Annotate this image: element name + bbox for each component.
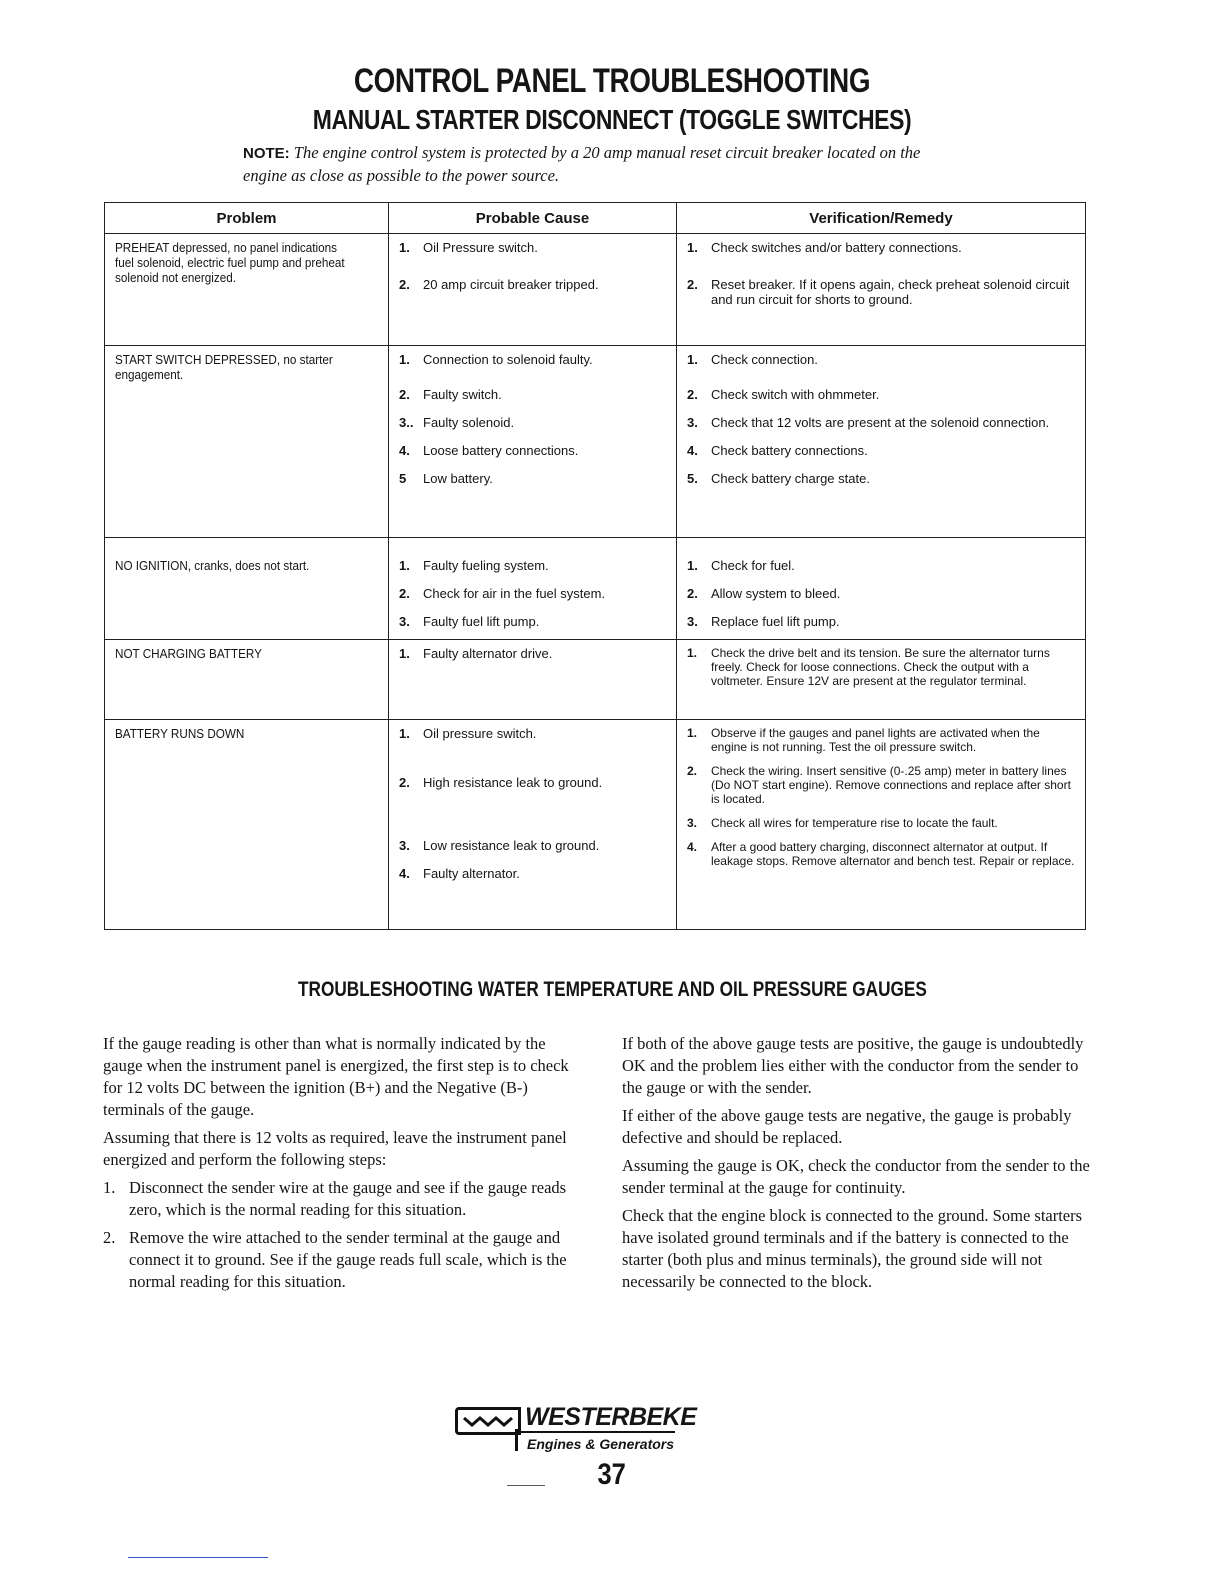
list-item: 1. Disconnect the sender wire at the gauge and see if the gauge reads zero, which is the normal reading for this situation. xyxy=(103,1178,567,1219)
gauges-ground-paragraph: Check that the engine block is connected to the ground. Some starters have isolated ground terminals and if the battery is connected to the starter (both plus and minus terminals), the ground side will not necessarily be connected to the block. xyxy=(622,1206,1083,1291)
remedy-cell: 1. Check for fuel. 2. Allow system to bleed. 3. Replace fuel lift pump. xyxy=(676,538,1085,640)
note xyxy=(243,142,933,187)
table-header-row xyxy=(105,203,1086,234)
gauges-positive-paragraph: If both of the above gauge tests are positive, the gauge is undoubtedly OK and the problem lies either with the conductor from the sender to the gauge or with the sender. xyxy=(622,1034,1084,1097)
note-text: The engine control system is protected by a 20 amp manual reset circuit breaker located on the engine as close as possible to the power source. xyxy=(243,143,921,185)
footer-rule xyxy=(128,1557,268,1558)
cause-cell: 1. Connection to solenoid faulty. 2. Faulty switch. 3.. Faulty solenoid. 4. Loose battery connections. 5 Low battery. xyxy=(389,346,677,538)
remedy-cell: 1. Check switches and/or battery connections. 2. Reset breaker. If it opens again, check preheat solenoid circuit and run circuit for shorts to ground. xyxy=(676,234,1085,346)
gauges-negative-paragraph: If either of the above gauge tests are negative, the gauge is probably defective and should be replaced. xyxy=(622,1106,1072,1147)
problem-cell: PREHEAT depressed, no panel indications fuel solenoid, electric fuel pump and preheat solenoid not energized. xyxy=(105,234,389,346)
problem-cell: START SWITCH DEPRESSED, no starter engagement. xyxy=(105,346,389,538)
gauges-heading: TROUBLESHOOTING WATER TEMPERATURE AND OIL PRESSURE GAUGES xyxy=(297,978,927,1001)
table-row xyxy=(105,640,1086,720)
cause-cell: 1. Faulty fueling system. 2. Check for air in the fuel system. 3. Faulty fuel lift pump. xyxy=(389,538,677,640)
remedy-cell: 1. Check the drive belt and its tension. Be sure the alternator turns freely. Check for loose connections. Check the output with a voltmeter. Ensure 12V are present at the regulator terminal. xyxy=(676,640,1085,720)
table-row xyxy=(105,538,1086,640)
gauges-assuming-paragraph: Assuming that there is 12 volts as required, leave the instrument panel energized and perform the following steps: xyxy=(103,1128,567,1169)
column-header-problem: Problem xyxy=(105,203,389,234)
gauges-intro-paragraph: If the gauge reading is other than what is normally indicated by the gauge when the instrument panel is energized, the first step is to check for 12 volts DC between the ignition (B+) and the Negative (B-) terminals of the gauge. xyxy=(103,1034,569,1119)
cause-cell: 1. Faulty alternator drive. xyxy=(389,640,677,720)
troubleshooting-table xyxy=(104,202,1086,930)
column-header-remedy: Verification/Remedy xyxy=(676,203,1085,234)
westerbeke-logo xyxy=(455,1403,705,1459)
remedy-cell: 1. Observe if the gauges and panel lights are activated when the engine is not running. Test the oil pressure switch. 2. Check the wiring. Insert sensitive (0-.25 amp) meter in battery lines (Do NOT start engine). Remove connections and replace after short is located. 3. Check all wires for temperature rise to locate the fault. 4. After a good battery charging, disconnect alternator at output. If leakage stops. Remove alternator and bench test. Repair or replace. xyxy=(676,720,1085,930)
brand-tagline: Engines & Generators xyxy=(527,1436,675,1452)
cause-cell: 1. Oil Pressure switch. 2. 20 amp circuit breaker tripped. xyxy=(389,234,677,346)
problem-cell: NO IGNITION, cranks, does not start. xyxy=(105,538,389,640)
gauges-conductor-paragraph: Assuming the gauge is OK, check the conductor from the sender to the sender terminal at the gauge for continuity. xyxy=(622,1156,1090,1197)
gauges-right-column xyxy=(622,1033,1102,1299)
logo-emblem-icon xyxy=(455,1407,521,1435)
brand-name: WESTERBEKE xyxy=(525,1403,697,1431)
page-subtitle: MANUAL STARTER DISCONNECT (TOGGLE SWITCHES) xyxy=(312,104,912,135)
page-number: 37 xyxy=(597,1458,627,1491)
page-title: CONTROL PANEL TROUBLESHOOTING xyxy=(353,62,871,100)
table-row xyxy=(105,346,1086,538)
note-label: NOTE: xyxy=(243,145,290,162)
column-header-cause: Probable Cause xyxy=(389,203,677,234)
problem-cell: NOT CHARGING BATTERY xyxy=(105,640,389,720)
list-item: 2. Remove the wire attached to the sender terminal at the gauge and connect it to ground. See if the gauge reads full scale, which is the normal reading for this situation. xyxy=(103,1228,567,1291)
gauges-left-column xyxy=(103,1033,583,1299)
table-row xyxy=(105,234,1086,346)
remedy-cell: 1. Check connection. 2. Check switch with ohmmeter. 3. Check that 12 volts are present at the solenoid connection. 4. Check battery connections. 5. Check battery charge state. xyxy=(676,346,1085,538)
cause-cell: 1. Oil pressure switch. 2. High resistance leak to ground. 3. Low resistance leak to ground. 4. Faulty alternator. xyxy=(389,720,677,930)
table-row xyxy=(105,720,1086,930)
problem-cell: BATTERY RUNS DOWN xyxy=(105,720,389,930)
